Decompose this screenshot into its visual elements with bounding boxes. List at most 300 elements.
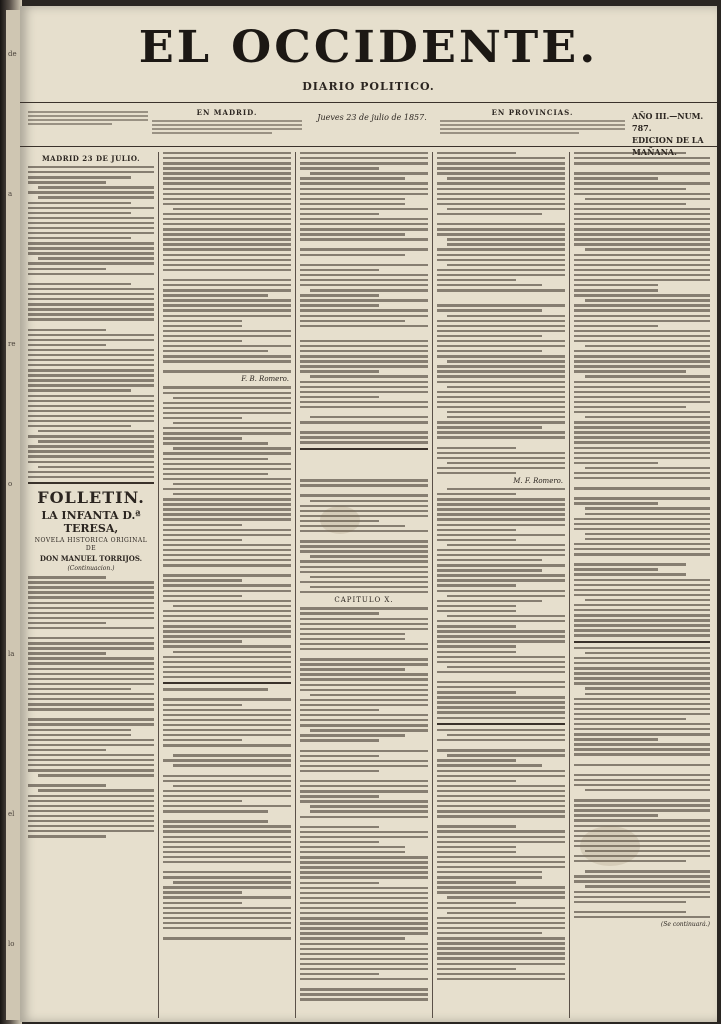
text-line [300,411,428,413]
text-line [163,193,291,195]
text-line [28,612,154,614]
text-line [173,785,291,787]
text-line [574,619,710,621]
text-line [437,396,565,398]
text-line [28,688,131,690]
text-line [585,789,710,791]
text-line [574,634,710,636]
text-line [574,213,710,215]
text-line [437,350,542,352]
text-line [163,315,291,317]
previous-page-edge: de a re o la el lo [6,10,26,1020]
text-line [163,830,291,832]
text-line [300,469,428,471]
text-line [300,993,428,995]
text-line [437,681,565,683]
text-line [28,415,154,417]
text-line [437,630,565,632]
text-line [585,687,710,689]
text-line [574,738,658,740]
text-line [28,784,106,786]
text-line [300,750,428,752]
text-line [585,507,710,509]
novel-subtitle: NOVELA HISTORICA ORIGINAL [34,537,148,545]
subscription-note-left [28,108,148,127]
text-line [163,172,291,174]
text-line [574,426,710,428]
text-line [437,335,542,337]
text-line [163,749,291,751]
text-line [28,591,154,593]
text-line [585,375,710,377]
text-line [574,743,710,745]
text-line [437,441,565,443]
text-line [574,355,710,357]
text-line [437,436,565,438]
text-line [300,345,428,347]
text-line [574,157,710,159]
newspaper-subtitle: DIARIO POLITICO. [302,80,435,93]
text-line [163,412,291,414]
text-line [28,217,154,219]
text-line [437,447,516,449]
text-line [574,360,710,362]
text-line [310,375,428,377]
text-line [437,651,516,653]
text-line [163,630,291,632]
text-line [447,238,565,240]
text-line [300,274,428,276]
text-line [574,677,710,679]
folletin-box [28,488,154,837]
text-line [574,584,710,586]
text-line [163,800,242,802]
text-line [163,564,291,566]
text-line [163,886,291,888]
text-line [28,596,154,598]
text-line [300,734,405,736]
text-line [300,198,405,200]
text-line [574,284,658,286]
text-line [28,400,154,402]
text-line [437,805,565,807]
text-line [28,298,154,300]
text-line [163,304,291,306]
text-line [300,299,428,301]
text-line [574,809,710,811]
text-line [574,647,710,649]
folletin-text [28,576,154,837]
text-line [163,513,291,515]
text-line [300,315,428,317]
text-line [437,706,565,708]
text-line [300,998,428,1000]
edition-label: EDICION DE LA [632,135,704,145]
text-line [300,560,428,562]
text-line [574,589,710,591]
text-line [28,729,131,731]
text-line [574,477,710,479]
text-line [163,912,291,914]
text-line [437,564,565,566]
text-line [437,759,516,761]
text-line [300,704,428,706]
text-line [163,590,291,592]
text-line [163,309,291,311]
text-line [574,774,710,776]
text-line [300,648,428,650]
text-line [300,856,428,858]
text-line [163,724,291,726]
text-line [163,615,291,617]
text-line [574,748,710,750]
text-line [28,242,154,244]
text-line [28,586,154,588]
text-line [163,345,291,347]
text-line [163,335,291,337]
text-line [163,254,291,256]
text-line [300,963,428,965]
text-line [574,573,686,575]
text-line [28,800,154,802]
text-line [163,350,268,352]
text-line [300,162,428,164]
text-line [437,162,565,164]
text-line [28,673,154,675]
column-3 [300,152,428,1018]
text-line [437,330,565,332]
text-line [585,416,710,418]
text-line [28,318,154,320]
text-line [574,609,710,611]
text-line [437,691,516,693]
newspaper-title: EL OCCIDENTE. [138,21,599,73]
text-line [28,723,154,725]
text-line [300,628,428,630]
text-line [300,983,428,985]
text-line [300,719,428,721]
text-line [574,825,710,827]
text-line [300,421,428,423]
text-line [300,441,428,443]
text-line [437,952,565,954]
text-line [300,684,428,686]
text-line [28,739,154,741]
text-line [574,350,710,352]
text-line [300,510,428,512]
text-line [28,323,154,325]
text-line [163,233,291,235]
text-line [447,544,565,546]
text-line [163,693,291,695]
text-line [28,389,131,391]
text-line [163,574,291,576]
text-line [28,815,154,817]
text-line [28,369,154,371]
text-line [437,957,565,959]
text-line [574,188,686,190]
text-line [28,207,154,209]
text-line [163,167,291,169]
text-line [173,447,291,449]
text-line [437,370,565,372]
text-line [437,524,565,526]
text-line [574,243,710,245]
text-line [163,810,268,812]
text-line [574,436,710,438]
text-line [310,576,428,578]
text-line [300,157,428,159]
text-line [574,441,710,443]
text-line [437,749,565,751]
text-line [437,193,565,195]
text-line [28,795,154,797]
text-line [574,753,710,755]
text-line [28,410,154,412]
text-line [447,896,565,898]
column-3-text-mid [300,454,428,594]
text-line [437,518,565,520]
novel-continuation: (Continuacion.) [67,565,115,573]
text-line [300,591,428,593]
text-line [300,484,428,486]
text-line [574,769,710,771]
text-line [28,581,154,583]
text-line [300,973,379,975]
text-line [28,652,106,654]
folletin-heading: FOLLETIN. [37,488,145,508]
text-line [300,581,428,583]
text-line [28,450,154,452]
text-line [28,273,154,275]
text-line [574,193,710,195]
text-line [300,365,428,367]
text-line [437,605,516,607]
text-line [28,617,154,619]
text-line [163,402,291,404]
text-line [300,350,428,352]
text-line [163,770,291,772]
text-line [585,538,710,540]
text-line [300,436,428,438]
text-line [300,426,428,428]
column-rule-4 [569,152,570,1018]
text-line [574,865,710,867]
text-line [163,284,291,286]
text-line [437,907,565,909]
text-line [300,223,428,225]
text-line [574,289,658,291]
issue-number: AÑO III.—NUM. 787. [632,111,704,133]
text-line [163,645,291,647]
text-line [437,503,565,505]
text-line [574,309,710,311]
text-line [574,604,710,606]
text-line [163,569,291,571]
text-line [437,309,542,311]
text-line [28,252,154,254]
text-line [28,683,154,685]
text-line [300,978,428,980]
text-line [574,629,710,631]
text-line [28,718,154,720]
text-line [300,968,428,970]
text-line [437,600,542,602]
text-line [574,548,710,550]
text-line [300,668,405,670]
text-line [300,391,428,393]
text-line [163,729,291,731]
text-line [300,228,428,230]
text-line [163,600,291,602]
text-line [163,917,291,919]
text-line [163,264,291,266]
text-line [163,157,291,159]
text-line [447,386,565,388]
text-line [28,354,154,356]
text-line [437,856,565,858]
text-line [300,167,379,169]
text-line [300,775,428,777]
text-line [28,825,154,827]
text-line [574,472,710,474]
text-line [574,911,686,913]
text-line [300,515,428,517]
provinces-subscription [440,108,625,136]
text-line [437,645,516,647]
text-line [300,381,428,383]
text-line [38,196,154,198]
text-line [300,309,428,311]
text-line [574,294,710,296]
text-line [574,254,710,256]
column-5-text-bottom [574,647,710,919]
text-line [574,492,710,494]
text-line [585,198,710,200]
text-line [437,172,565,174]
text-line [437,825,516,827]
text-line [163,188,291,190]
text-line [437,590,565,592]
text-line [437,304,565,306]
text-line [437,640,565,642]
column-rule-1 [158,152,159,1018]
text-line [437,846,516,848]
text-line [173,651,291,653]
text-line [574,558,710,560]
text-line [163,927,291,929]
text-line [163,238,291,240]
text-line [585,599,710,601]
text-line [163,432,291,434]
text-line [437,198,565,200]
text-line [447,615,565,617]
text-line [38,257,154,259]
text-line [28,313,154,315]
paper-stain [580,826,640,866]
text-line [163,739,242,741]
text-line [28,435,154,437]
text-line [28,247,154,249]
text-line [163,279,291,281]
text-line [163,734,291,736]
text-line [163,876,291,878]
text-line [300,912,428,914]
text-line [574,447,710,449]
text-line [28,262,154,264]
text-line [574,421,710,423]
text-line [38,430,154,432]
text-line [163,392,291,394]
text-line [574,784,710,786]
text-line [574,579,710,581]
text-line [28,364,154,366]
text-line [163,360,291,362]
text-line [28,308,154,310]
text-line [173,483,291,485]
text-line [437,574,565,576]
text-line [437,780,516,782]
column-4-separator [437,723,565,725]
text-line [300,259,428,261]
text-line [163,610,291,612]
text-line [28,632,154,634]
text-line [574,672,710,674]
text-line [300,633,405,635]
text-line [574,259,710,261]
text-line [437,764,542,766]
text-line [574,880,710,882]
text-line [300,325,428,327]
text-line [300,294,379,296]
text-line [28,405,154,407]
text-line [28,384,154,386]
folletin-separator [28,482,154,484]
text-line [574,264,710,266]
text-line [300,887,428,889]
text-line [574,528,710,530]
text-line [38,186,154,188]
text-line [437,457,565,459]
text-line [437,579,565,581]
text-line [437,452,565,454]
text-line [447,912,565,914]
text-line [437,431,565,433]
text-line [300,406,428,408]
text-line [437,498,565,500]
text-line [437,513,565,515]
text-line [300,821,428,823]
text-line [163,861,291,863]
text-line [163,427,291,429]
text-line [28,734,131,736]
text-line [437,569,542,571]
text-line [163,407,291,409]
text-line [447,595,565,597]
text-line [437,625,516,627]
article-columns [24,152,714,1018]
text-line [437,635,565,637]
text-line [300,188,428,190]
text-line [574,708,710,710]
text-line [437,340,565,342]
text-line [163,417,242,419]
text-line [300,739,379,741]
text-line [447,360,565,362]
text-line [300,459,428,461]
text-line [574,406,686,408]
text-line [437,259,565,261]
